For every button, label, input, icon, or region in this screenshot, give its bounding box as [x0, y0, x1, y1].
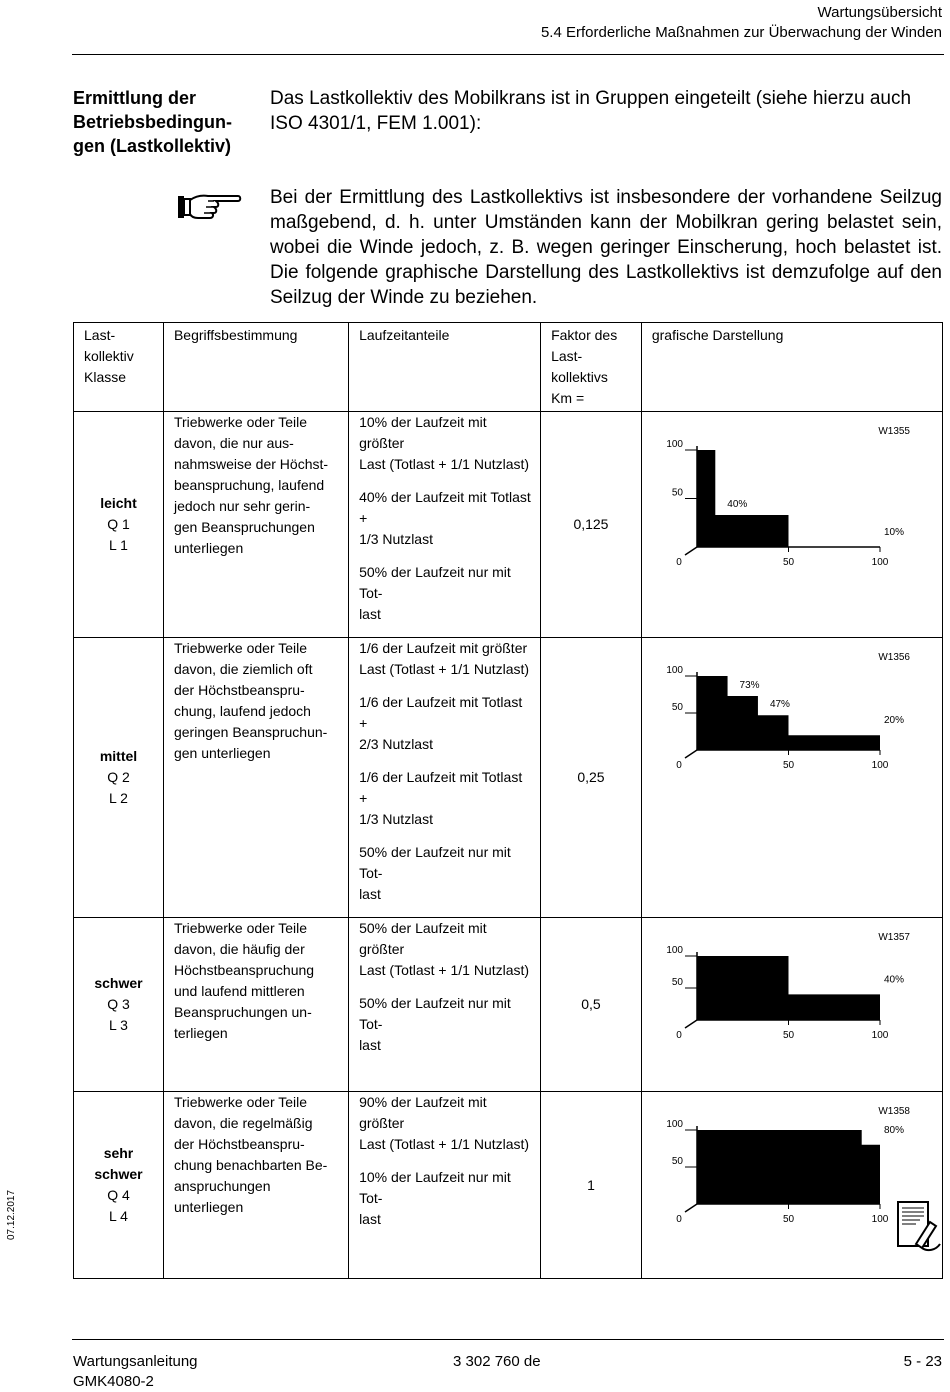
chart-annotation: 80% — [883, 1124, 904, 1136]
laufzeit-line: 1/6 der Laufzeit mit Totlast + — [359, 769, 523, 806]
chart-annotation: 10% — [883, 527, 904, 538]
table-row — [74, 412, 943, 638]
load-chart-W1356 — [642, 638, 930, 788]
x-tick-label: 50 — [782, 1214, 794, 1225]
klasse-name: mittel — [99, 748, 138, 764]
y-tick-label: 50 — [671, 1156, 683, 1167]
begriff-line: beanspruchung, laufend — [173, 477, 325, 493]
laufzeit-line: last — [359, 606, 381, 622]
begriff-line: davon, die ziemlich oft — [173, 661, 313, 677]
laufzeit-entry — [359, 767, 532, 830]
laufzeit-entry — [359, 692, 532, 755]
x-tick-label: 0 — [676, 1030, 682, 1041]
klasse-code: Q 4 — [107, 1187, 130, 1203]
km-value: 0,125 — [541, 412, 642, 638]
klasse-code: L 3 — [109, 1017, 128, 1033]
chart-cell — [641, 638, 942, 918]
x-tick-label: 0 — [676, 1214, 682, 1225]
km-value: 0,25 — [541, 638, 642, 918]
header-grafik: grafische Darstellung — [641, 323, 942, 412]
load-spectrum-area — [697, 450, 880, 547]
laufzeit-line: 1/3 Nutzlast — [359, 811, 433, 827]
klasse-name: schwer — [94, 975, 143, 991]
begriff-line: nahmsweise der Höchst- — [173, 456, 329, 472]
x-tick-label: 50 — [782, 557, 794, 568]
axis-origin-tick — [685, 547, 697, 555]
begriff-cell — [163, 1092, 348, 1279]
begriff-cell — [163, 412, 348, 638]
y-tick-label: 100 — [666, 665, 683, 676]
laufzeit-line: 2/3 Nutzlast — [359, 736, 433, 752]
load-chart-W1355 — [642, 412, 930, 585]
laufzeit-entry — [359, 1092, 532, 1155]
table-row — [74, 918, 943, 1092]
header-title: Wartungsübersicht — [817, 4, 942, 21]
begriff-line: unterliegen — [173, 1199, 244, 1215]
chart-id-label: W1357 — [878, 932, 910, 943]
table-header-row — [74, 323, 943, 412]
laufzeit-line: 90% der Laufzeit mit größter — [359, 1094, 487, 1131]
header-klasse — [74, 323, 164, 412]
y-tick-label: 50 — [671, 702, 683, 713]
chart-id-label: W1355 — [878, 426, 910, 437]
laufzeit-entry — [359, 412, 532, 475]
laufzeit-cell — [349, 918, 541, 1092]
laufzeit-entry — [359, 842, 532, 905]
chart-cell — [641, 412, 942, 638]
begriff-line: davon, die häufig der — [173, 941, 305, 957]
klasse-name: sehr — [103, 1145, 134, 1161]
laufzeit-line: 50% der Laufzeit nur mit Tot- — [359, 995, 511, 1032]
header-text: Last- — [84, 327, 116, 343]
footer-divider — [72, 1339, 944, 1340]
table-row — [74, 638, 943, 918]
footer-doc-number: 3 302 760 de — [453, 1353, 541, 1370]
begriff-line: gen unterliegen — [173, 745, 271, 761]
km-value: 1 — [541, 1092, 642, 1279]
laufzeit-cell — [349, 638, 541, 918]
laufzeit-entry — [359, 1167, 532, 1230]
header-text: Last- — [551, 348, 583, 364]
klasse-name: leicht — [100, 495, 137, 511]
laufzeit-line: last — [359, 886, 381, 902]
footer-left — [73, 1352, 198, 1392]
laufzeit-line: last — [359, 1211, 381, 1227]
x-tick-label: 50 — [782, 1030, 794, 1041]
begriff-line: davon, die regelmäßig — [173, 1115, 313, 1131]
begriff-line: terliegen — [173, 1025, 228, 1041]
laufzeit-line: 40% der Laufzeit mit Totlast + — [359, 489, 531, 526]
pointing-hand-icon — [176, 190, 242, 229]
begriff-line: anspruchungen — [173, 1178, 271, 1194]
begriff-line: chung benachbarten Be- — [173, 1157, 328, 1173]
km-value: 0,5 — [541, 918, 642, 1092]
section-heading-line: Betriebsbedingun- — [73, 112, 233, 132]
chart-cell — [641, 918, 942, 1092]
table-row — [74, 1092, 943, 1279]
header-faktor — [541, 323, 642, 412]
begriff-line: Triebwerke oder Teile — [173, 414, 308, 430]
intro-text: Das Lastkollektiv des Mobilkrans ist in Gruppen eingeteilt (siehe hierzu auch ISO 4301/1, FEM 1.001): — [270, 88, 912, 134]
laufzeit-entry — [359, 638, 532, 680]
begriff-line: Triebwerke oder Teile — [173, 640, 308, 656]
header-subtitle: 5.4 Erforderliche Maßnahmen zur Überwachung der Winden — [540, 24, 942, 41]
begriff-line: chung, laufend jedoch — [173, 703, 311, 719]
begriff-line: Triebwerke oder Teile — [173, 1094, 308, 1110]
chart-annotation: 47% — [769, 699, 790, 711]
klasse-code: L 2 — [109, 790, 128, 806]
begriff-line: jedoch nur sehr gerin- — [173, 498, 311, 514]
x-tick-label: 0 — [676, 760, 682, 771]
note-text: Bei der Ermittlung des Lastkollektivs ist insbesondere der vorhandene Seilzug maßgebend, d. h. unter Umständen kann der Mobilkran gering belastet sein, wobei die Winde jedoch, z. B. wegen geringer Einscherung, hoch belastet ist. Die folgende graphische Darstellung des Lastkollektivs ist demzufolge auf den Seilzug der Winde zu beziehen. — [270, 187, 942, 308]
load-spectrum-area — [697, 676, 880, 750]
header-divider — [72, 54, 944, 55]
section-heading — [73, 86, 258, 158]
header-begriff: Begriffsbestimmung — [163, 323, 348, 412]
klasse-cell — [74, 412, 164, 638]
load-spectrum-area — [697, 1130, 880, 1204]
header-text: Klasse — [84, 369, 127, 385]
laufzeit-entry — [359, 487, 532, 550]
x-tick-label: 100 — [871, 557, 889, 568]
header-text: Km = — [551, 390, 585, 406]
y-tick-label: 50 — [671, 977, 683, 988]
klasse-cell — [74, 638, 164, 918]
laufzeit-line: Last (Totlast + 1/1 Nutzlast) — [359, 661, 530, 677]
x-tick-label: 100 — [871, 1214, 889, 1225]
klasse-code: Q 1 — [107, 516, 130, 532]
load-spectrum-area — [697, 956, 880, 1020]
chart-annotation: 40% — [727, 498, 748, 510]
header-text: kollektivs — [551, 369, 608, 385]
laufzeit-line: last — [359, 1037, 381, 1053]
chart-annotation: 20% — [883, 715, 904, 727]
y-tick-label: 100 — [666, 439, 683, 450]
klasse-cell — [74, 918, 164, 1092]
axis-origin-tick — [685, 1020, 697, 1028]
x-tick-label: 100 — [871, 760, 889, 771]
klasse-cell — [74, 1092, 164, 1279]
laufzeit-line: Last (Totlast + 1/1 Nutzlast) — [359, 456, 530, 472]
footer-doc-title: Wartungsanleitung — [73, 1353, 198, 1370]
y-tick-label: 100 — [666, 1119, 683, 1130]
begriff-line: geringen Beanspruchun- — [173, 724, 328, 740]
page-number: 5 - 23 — [903, 1353, 942, 1370]
begriff-line: der Höchstbeanspru- — [173, 682, 305, 698]
laufzeit-line: 10% der Laufzeit mit größter — [359, 414, 487, 451]
klasse-code: L 1 — [109, 537, 128, 553]
x-tick-label: 50 — [782, 760, 794, 771]
laufzeit-line: 1/6 der Laufzeit mit Totlast + — [359, 694, 523, 731]
begriff-line: unterliegen — [173, 540, 244, 556]
klasse-name: schwer — [94, 1166, 143, 1182]
begriff-line: Höchstbeanspruchung — [173, 962, 315, 978]
laufzeit-line: Last (Totlast + 1/1 Nutzlast) — [359, 1136, 530, 1152]
header-text: Faktor des — [551, 327, 618, 343]
klasse-code: Q 2 — [107, 769, 130, 785]
begriff-line: der Höchstbeanspru- — [173, 1136, 305, 1152]
laufzeit-line: Last (Totlast + 1/1 Nutzlast) — [359, 962, 530, 978]
x-tick-label: 0 — [676, 557, 682, 568]
klasse-code: Q 3 — [107, 996, 130, 1012]
begriff-line: und laufend mittleren — [173, 983, 305, 999]
load-spectrum-table — [73, 322, 943, 1279]
chart-id-label: W1358 — [878, 1106, 910, 1117]
header-laufzeit: Laufzeitanteile — [349, 323, 541, 412]
y-tick-label: 50 — [671, 487, 683, 499]
load-chart-W1357 — [642, 918, 930, 1058]
begriff-line: gen Beanspruchungen — [173, 519, 315, 535]
chart-annotation: 73% — [739, 679, 760, 691]
laufzeit-line: 50% der Laufzeit nur mit Tot- — [359, 844, 511, 881]
axis-origin-tick — [685, 1204, 697, 1212]
laufzeit-line: 1/3 Nutzlast — [359, 531, 433, 547]
laufzeit-entry — [359, 562, 532, 625]
begriff-line: Beanspruchungen un- — [173, 1004, 312, 1020]
laufzeit-line: 10% der Laufzeit nur mit Tot- — [359, 1169, 511, 1206]
laufzeit-line: 1/6 der Laufzeit mit größter — [359, 640, 528, 656]
chart-id-label: W1356 — [878, 652, 910, 663]
maintenance-book-icon — [896, 1200, 942, 1257]
load-chart-W1358 — [642, 1092, 930, 1242]
begriff-line: davon, die nur aus- — [173, 435, 294, 451]
chart-annotation: 40% — [883, 974, 904, 986]
laufzeit-entry — [359, 993, 532, 1056]
begriff-line: Triebwerke oder Teile — [173, 920, 308, 936]
laufzeit-line: 50% der Laufzeit mit größter — [359, 920, 487, 957]
axis-origin-tick — [685, 750, 697, 758]
footer-model: GMK4080-2 — [73, 1373, 154, 1390]
laufzeit-entry — [359, 918, 532, 981]
laufzeit-cell — [349, 1092, 541, 1279]
laufzeit-line: 50% der Laufzeit nur mit Tot- — [359, 564, 511, 601]
begriff-cell — [163, 918, 348, 1092]
y-tick-label: 100 — [666, 945, 683, 956]
klasse-code: L 4 — [109, 1208, 128, 1224]
section-heading-line: gen (Lastkollektiv) — [73, 136, 232, 156]
section-heading-line: Ermittlung der — [73, 88, 197, 108]
revision-date: 07.12.2017 — [6, 1189, 17, 1240]
begriff-cell — [163, 638, 348, 918]
laufzeit-cell — [349, 412, 541, 638]
x-tick-label: 100 — [871, 1030, 889, 1041]
header-text: kollektiv — [84, 348, 134, 364]
